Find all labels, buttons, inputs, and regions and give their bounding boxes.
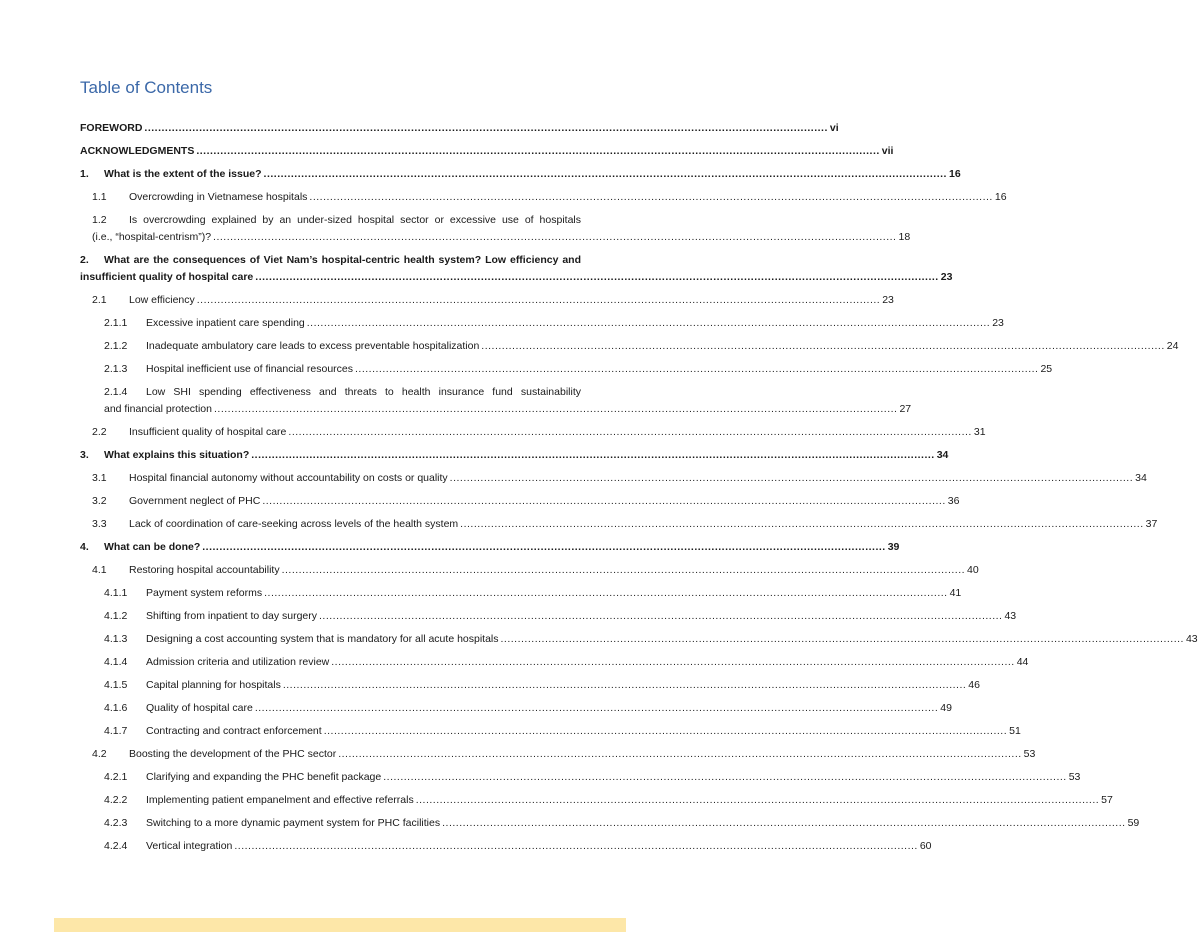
toc-entry-text: Restoring hospital accountability [129,564,280,576]
toc-entry-number: 2. [80,254,89,266]
toc-page-number: 31 [973,426,986,438]
toc-entry-text: Payment system reforms [146,587,263,599]
toc-entry-number: 4.1.1 [104,587,128,599]
toc-entry-4-1-4[interactable] [80,654,1029,677]
toc-entry-text-line1: Low SHI spending effectiveness and threats to health insurance fund sustainability [146,386,581,398]
toc-entry-number: 4.1.6 [104,702,128,714]
toc-entry-text: ACKNOWLEDGMENTS [80,145,195,157]
toc-page-number: 16 [948,168,961,180]
toc-entry-4-1-7[interactable] [80,723,1021,746]
leader-dots [324,723,1007,740]
toc-entry-3-3[interactable] [80,516,1158,539]
toc-entry-number: 4.1.4 [104,656,128,668]
toc-entry-chapter-4[interactable] [80,539,900,562]
leader-dots [234,838,917,855]
toc-page-number: 60 [919,840,932,852]
leader-dots [319,608,1002,625]
toc-entry-4-1-2[interactable] [80,608,1017,631]
toc-entry-number: 2.1.4 [104,386,128,398]
toc-entry-1-1[interactable] [80,189,1007,212]
toc-entry-text: FOREWORD [80,122,143,134]
toc-entry-4-1-3[interactable] [80,631,1198,654]
toc-entry-text: What can be done? [104,541,201,553]
toc-entry-number: 4.1 [92,564,107,576]
toc-entry-number: 4.2.3 [104,817,128,829]
leader-dots [481,338,1164,355]
toc-entry-foreword[interactable] [80,120,839,143]
toc-page-number: 34 [936,449,949,461]
toc-entry-text: Shifting from inpatient to day surgery [146,610,318,622]
toc-entry-text: Quality of hospital care [146,702,253,714]
leader-dots [283,677,966,694]
toc-entry-chapter-1[interactable] [80,166,961,189]
leader-dots [307,315,990,332]
toc-page-number: 23 [992,317,1004,329]
leader-dots [264,585,947,602]
toc-entry-number: 4.2.1 [104,771,128,783]
toc-page-number: 36 [947,495,960,507]
leader-dots [338,746,1021,763]
toc-entry-number: 2.1.2 [104,340,128,352]
toc-page-number: 24 [1166,340,1179,352]
toc-entry-2-2[interactable] [80,424,986,447]
leader-dots [213,229,896,246]
toc-entry-4-2-2[interactable] [80,792,1113,815]
toc-entry-4-1-5[interactable] [80,677,980,700]
toc-entry-text: Implementing patient empanelment and effective referrals [146,794,414,806]
toc-entry-text-line2: and financial protection [104,403,212,415]
toc-entry-number: 4.1.2 [104,610,128,622]
toc-entry-number: 3. [80,449,89,461]
toc-page-number: 43 [1185,633,1198,645]
toc-entry-text: Switching to a more dynamic payment system for PHC facilities [146,817,441,829]
toc-entry-4-1[interactable] [80,562,979,585]
toc-entry-2-1-2[interactable] [80,338,1179,361]
leader-dots [355,361,1038,378]
toc-entry-text: Contracting and contract enforcement [146,725,322,737]
toc-entry-text: Capital planning for hospitals [146,679,281,691]
toc-entry-4-2-4[interactable] [80,838,932,861]
toc-entry-text: Government neglect of PHC [129,495,261,507]
toc-entry-1-2[interactable] [80,212,911,246]
toc-entry-number: 4.1.7 [104,725,128,737]
leader-dots [501,631,1184,648]
toc-page-number: 46 [968,679,980,691]
leader-dots [450,470,1133,487]
toc-page-number: 44 [1016,656,1029,668]
toc-entry-text: Boosting the development of the PHC sector [129,748,337,760]
page-title: Table of Contents [80,78,213,97]
leader-dots [288,424,971,441]
toc-entry-number: 2.1 [92,294,107,306]
leader-dots [251,447,934,464]
toc-entry-text: Vertical integration [146,840,233,852]
toc-entry-2-1-1[interactable] [80,315,1004,338]
toc-entry-number: 3.1 [92,472,107,484]
toc-page-number: 34 [1135,472,1147,484]
toc-entry-number: 1.2 [92,214,107,226]
toc-entry-text-line1: Is overcrowding explained by an under-sized hospital sector or excessive use of hospitals [129,214,581,226]
toc-entry-text: Low efficiency [129,294,195,306]
toc-page-number: vi [829,122,839,134]
toc-page-number: 49 [940,702,952,714]
toc-entry-chapter-2[interactable] [80,252,953,286]
toc-page-number: 23 [940,271,953,283]
toc-entry-4-2-1[interactable] [80,769,1081,792]
leader-dots [255,269,938,286]
leader-dots [255,700,938,717]
toc-page-number: 51 [1009,725,1021,737]
toc-entry-number: 3.2 [92,495,107,507]
toc-entry-number: 4. [80,541,89,553]
toc-entry-number: 4.2 [92,748,107,760]
toc-entry-4-1-6[interactable] [80,700,952,723]
toc-entry-text-line1: What are the consequences of Viet Nam’s hospital-centric health system? Low efficiency and [104,254,581,266]
toc-entry-2-1-3[interactable] [80,361,1053,384]
leader-dots [214,401,897,418]
toc-page-number: 57 [1101,794,1113,806]
toc-entry-text: Hospital financial autonomy without accountability on costs or quality [129,472,448,484]
leader-dots [264,166,947,183]
leader-dots [262,493,945,510]
toc-entry-number: 4.1.3 [104,633,128,645]
toc-entry-number: 3.3 [92,518,107,530]
toc-page-number: 53 [1068,771,1081,783]
toc-entry-text: Hospital inefficient use of financial resources [146,363,354,375]
leader-dots [442,815,1125,832]
toc-entry-text-line2: (i.e., “hospital-centrism”)? [92,231,212,243]
toc-entry-chapter-3[interactable] [80,447,949,470]
leader-dots [383,769,1066,786]
toc-entry-text: Overcrowding in Vietnamese hospitals [129,191,308,203]
toc-entry-acknowledgments[interactable] [80,143,894,166]
toc-entry-3-1[interactable] [80,470,1147,493]
toc-page-number: 43 [1004,610,1017,622]
toc-entry-2-1-4[interactable] [80,384,912,418]
toc-entry-number: 1.1 [92,191,107,203]
toc-entry-text: Designing a cost accounting system that is mandatory for all acute hospitals [146,633,499,645]
toc-page-number: 23 [882,294,894,306]
toc-entry-text-line2: insufficient quality of hospital care [80,271,254,283]
toc-entry-text: Lack of coordination of care-seeking across levels of the health system [129,518,459,530]
toc-page-number: 41 [949,587,962,599]
toc-entry-text: Insufficient quality of hospital care [129,426,287,438]
toc-page-number: 39 [887,541,900,553]
toc-page-number: 25 [1040,363,1053,375]
toc-entry-number: 1. [80,168,89,180]
toc-entry-4-2-3[interactable] [80,815,1140,838]
leader-dots [144,120,827,137]
toc-entry-text: Clarifying and expanding the PHC benefit package [146,771,382,783]
toc-page-number: 59 [1127,817,1140,829]
leader-dots [282,562,965,579]
toc-entry-text: What is the extent of the issue? [104,168,262,180]
toc-entry-number: 4.2.4 [104,840,128,852]
leader-dots [196,143,879,160]
leader-dots [331,654,1014,671]
toc-page-number: 40 [967,564,979,576]
toc-page-number: 53 [1023,748,1036,760]
toc-entry-text: Excessive inpatient care spending [146,317,305,329]
toc-entry-text: Inadequate ambulatory care leads to excess preventable hospitalization [146,340,480,352]
leader-dots [309,189,992,206]
leader-dots [460,516,1143,533]
toc-page-number: 18 [898,231,911,243]
toc-entry-number: 4.2.2 [104,794,128,806]
leader-dots [197,292,880,309]
toc-entry-2-1[interactable] [80,292,894,315]
leader-dots [416,792,1099,809]
toc-entry-number: 2.1.1 [104,317,128,329]
toc-entry-number: 4.1.5 [104,679,128,691]
toc-page-number: vii [881,145,894,157]
toc-page-number: 16 [994,191,1007,203]
toc-entry-3-2[interactable] [80,493,960,516]
toc-entry-text: Admission criteria and utilization review [146,656,330,668]
toc-entry-number: 2.2 [92,426,107,438]
toc-entry-number: 2.1.3 [104,363,128,375]
table-of-contents [80,120,1198,861]
leader-dots [202,539,885,556]
toc-entry-4-1-1[interactable] [80,585,962,608]
toc-page-number: 27 [899,403,912,415]
toc-entry-4-2[interactable] [80,746,1036,769]
toc-entry-text: What explains this situation? [104,449,250,461]
footer-bar [54,918,626,932]
toc-page-number: 37 [1145,518,1158,530]
